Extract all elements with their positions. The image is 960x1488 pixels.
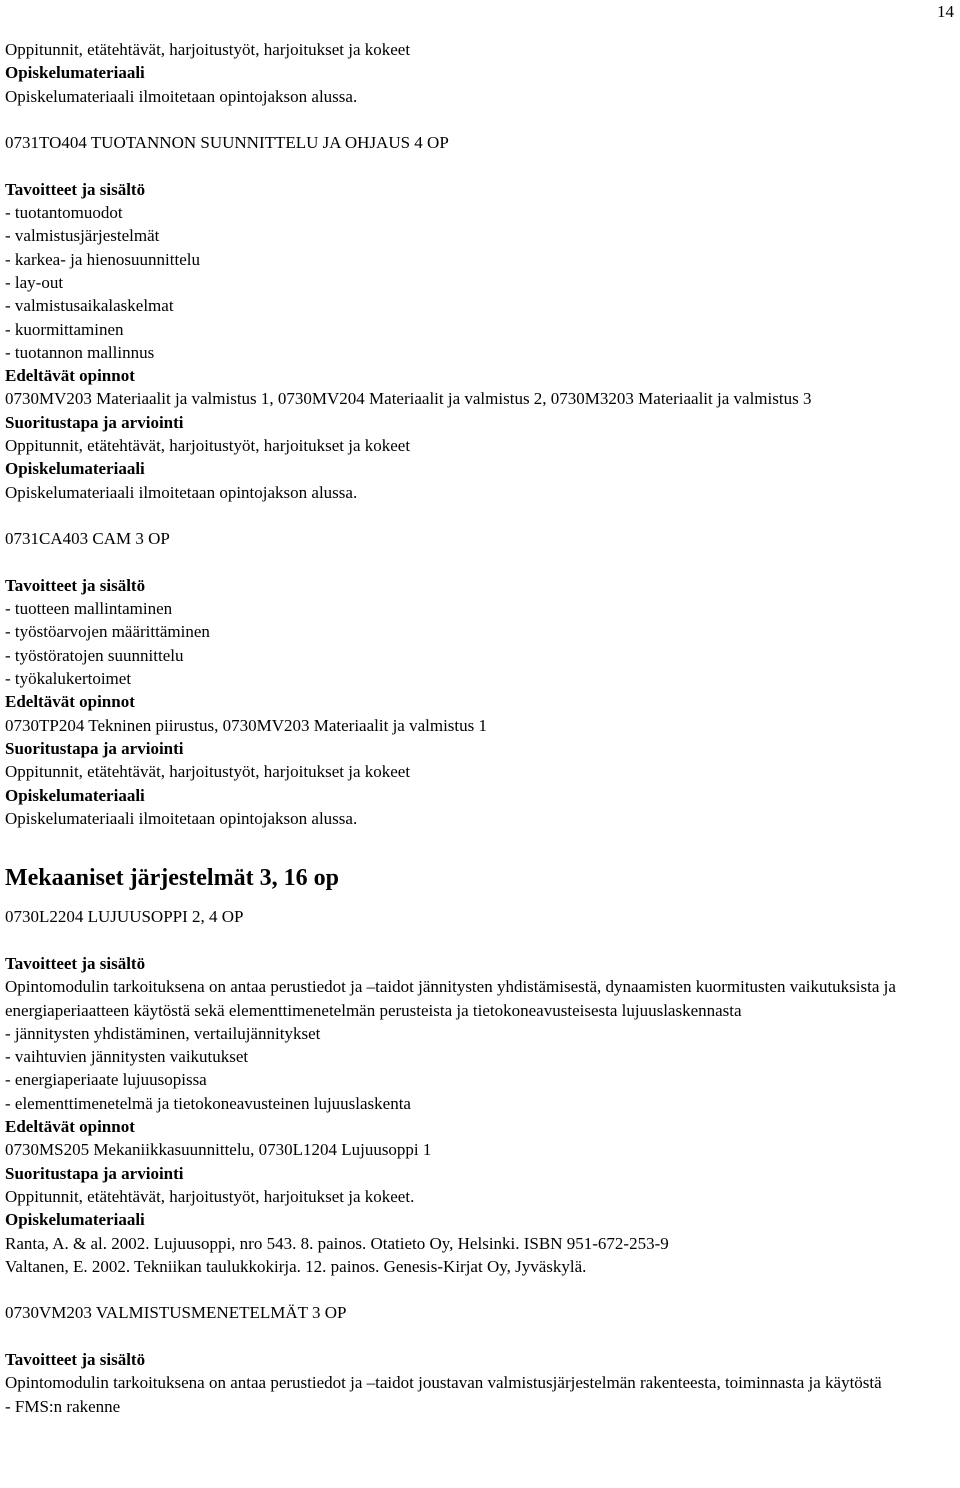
list-item: - valmistusaikalaskelmat <box>5 296 174 316</box>
body-text: Oppitunnit, etätehtävät, harjoitustyöt, harjoitukset ja kokeet <box>5 762 411 782</box>
section-heading: Opiskelumateriaali <box>5 459 145 479</box>
list-item: - lay-out <box>5 272 64 292</box>
body-text: Opintomodulin tarkoituksena on antaa perustiedot ja –taidot jännitysten yhdistämisestä, dynaamisten kuormitusten vaikutuksista ja energiaperiaatteen käytöstä sekä elementtimenetelmän perusteista ja tietokoneavusteisesta lujuuslaskennasta <box>5 977 896 1020</box>
list-item: - työstöarvojen määrittäminen <box>5 622 210 642</box>
body-text: Oppitunnit, etätehtävät, harjoitustyöt, harjoitukset ja kokeet <box>5 40 411 59</box>
body-text: Opiskelumateriaali ilmoitetaan opintojakson alussa. <box>5 86 358 106</box>
section-heading: Edeltävät opinnot <box>5 692 135 712</box>
section-heading: Suoritustapa ja arviointi <box>5 412 184 432</box>
list-item: - jännitysten yhdistäminen, vertailujännitykset <box>5 1023 321 1043</box>
section-heading: Tavoitteet ja sisältö <box>5 1350 146 1370</box>
section-heading: Edeltävät opinnot <box>5 366 135 386</box>
course-title: 0731CA403 CAM 3 OP <box>5 529 170 549</box>
section-heading: Opiskelumateriaali <box>5 1210 145 1230</box>
section-heading: Opiskelumateriaali <box>5 785 145 805</box>
list-item: - tuotannon mallinnus <box>5 342 155 362</box>
list-item: - valmistusjärjestelmät <box>5 226 160 246</box>
body-text: 0730TP204 Tekninen piirustus, 0730MV203 Materiaalit ja valmistus 1 <box>5 715 488 735</box>
list-item: - energiaperiaate lujuusopissa <box>5 1070 207 1090</box>
reference: Valtanen, E. 2002. Tekniikan taulukkokirja. 12. painos. Genesis-Kirjat Oy, Jyväskylä. <box>5 1256 587 1276</box>
course-title: 0730VM203 VALMISTUSMENETELMÄT 3 OP <box>5 1303 347 1323</box>
body-text: 0730MS205 Mekaniikkasuunnittelu, 0730L1204 Lujuusoppi 1 <box>5 1140 432 1160</box>
page-number: 14 <box>937 2 954 21</box>
section-heading: Tavoitteet ja sisältö <box>5 953 146 973</box>
body-text: Opiskelumateriaali ilmoitetaan opintojakson alussa. <box>5 482 358 502</box>
list-item: - vaihtuvien jännitysten vaikutukset <box>5 1047 249 1067</box>
course-title: 0730L2204 LUJUUSOPPI 2, 4 OP <box>5 907 244 927</box>
body-text: Opiskelumateriaali ilmoitetaan opintojakson alussa. <box>5 808 358 828</box>
document-page <box>5 38 955 1418</box>
course-title: 0731TO404 TUOTANNON SUUNNITTELU JA OHJAUS 4 OP <box>5 133 449 153</box>
body-text: Opintomodulin tarkoituksena on antaa perustiedot ja –taidot joustavan valmistusjärjestelmän rakenteesta, toiminnasta ja käytöstä <box>5 1373 882 1393</box>
list-item: - tuotteen mallintaminen <box>5 599 173 619</box>
chapter-heading: Mekaaniset järjestelmät 3, 16 op <box>5 865 339 892</box>
list-item: - FMS:n rakenne <box>5 1396 121 1416</box>
list-item: - tuotantomuodot <box>5 203 123 223</box>
list-item: - työstöratojen suunnittelu <box>5 645 184 665</box>
list-item: - työkalukertoimet <box>5 669 132 689</box>
section-heading: Suoritustapa ja arviointi <box>5 1163 184 1183</box>
list-item: - elementtimenetelmä ja tietokoneavusteinen lujuuslaskenta <box>5 1093 411 1113</box>
list-item: - karkea- ja hienosuunnittelu <box>5 249 200 269</box>
section-heading: Tavoitteet ja sisältö <box>5 179 146 199</box>
body-text: 0730MV203 Materiaalit ja valmistus 1, 0730MV204 Materiaalit ja valmistus 2, 0730M3203 Materiaalit ja valmistus 3 <box>5 389 812 409</box>
body-text: Oppitunnit, etätehtävät, harjoitustyöt, harjoitukset ja kokeet <box>5 436 411 456</box>
list-item: - kuormittaminen <box>5 319 124 339</box>
section-heading: Opiskelumateriaali <box>5 63 145 83</box>
body-text: Oppitunnit, etätehtävät, harjoitustyöt, harjoitukset ja kokeet. <box>5 1186 415 1206</box>
section-heading: Tavoitteet ja sisältö <box>5 575 146 595</box>
section-heading: Edeltävät opinnot <box>5 1117 135 1137</box>
section-heading: Suoritustapa ja arviointi <box>5 738 184 758</box>
reference: Ranta, A. & al. 2002. Lujuusoppi, nro 543. 8. painos. Otatieto Oy, Helsinki. ISBN 951-672-253-9 <box>5 1233 669 1253</box>
